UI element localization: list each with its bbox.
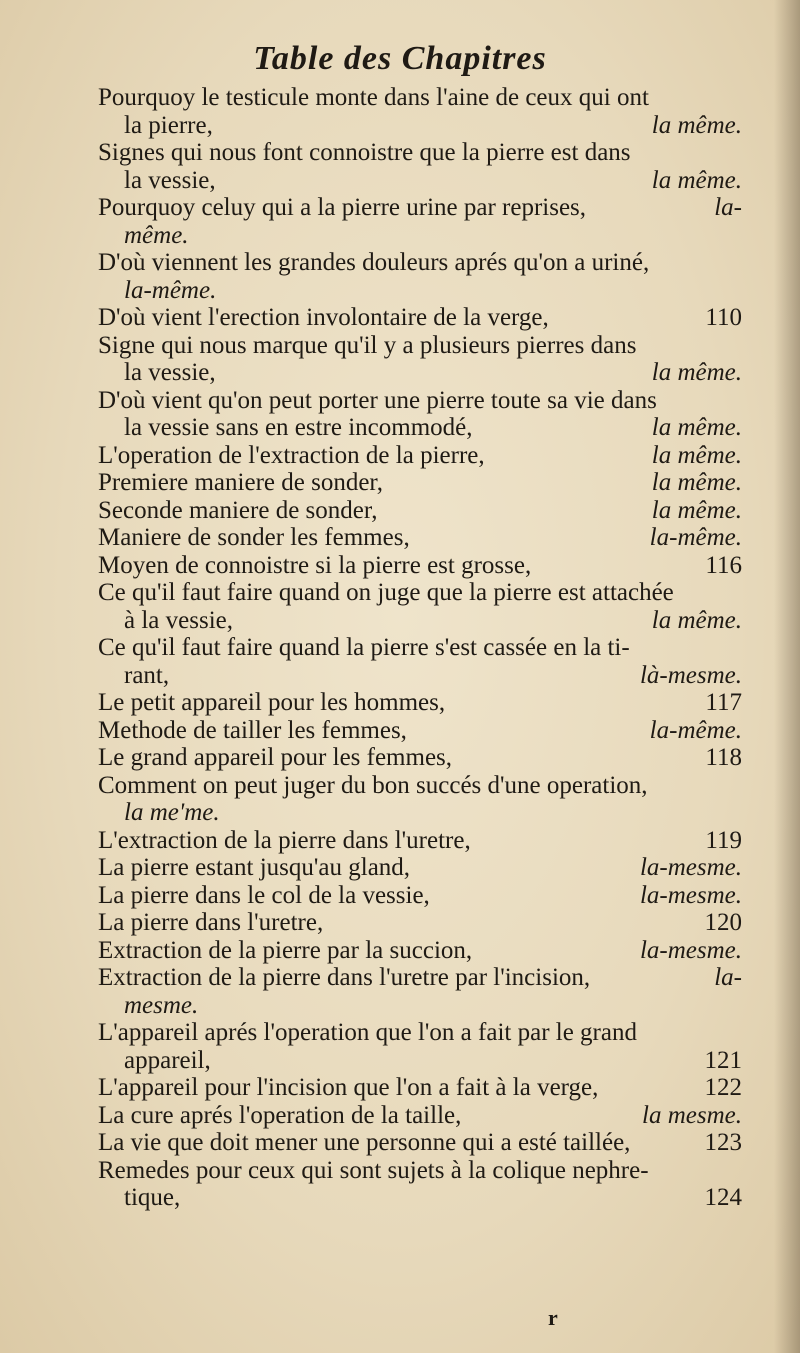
- toc-entry: [98, 442, 742, 470]
- toc-entry-title: Extraction de la pierre par la succion,: [98, 936, 473, 964]
- toc-entry-title: Remedes pour ceux qui sont sujets à la colique nephre-: [98, 1156, 649, 1184]
- toc-entry-continuation: [98, 112, 742, 140]
- toc-entry-title-cont: tique,: [124, 1184, 181, 1211]
- toc-entry: [98, 469, 742, 497]
- toc-entry-title: Pourquoy celuy qui a la pierre urine par reprises,: [98, 194, 587, 221]
- toc-entry-page: mesme.: [124, 991, 199, 1019]
- toc-entry: [98, 194, 742, 222]
- toc-entry-page: la-mesme.: [639, 936, 742, 964]
- toc-entry: [98, 744, 742, 772]
- toc-entry-continuation: [98, 1184, 742, 1212]
- toc-entry-title-cont: à la vessie,: [124, 606, 233, 634]
- toc-entry: [98, 1129, 742, 1157]
- toc-entry-title-cont: la vessie,: [124, 166, 216, 194]
- toc-entry-continuation: [98, 277, 742, 305]
- toc-entry-title-cont: la vessie,: [124, 359, 216, 386]
- toc-entry-page: la même.: [651, 166, 742, 194]
- toc-entry-title: Pourquoy le testicule monte dans l'aine de ceux qui ont: [98, 84, 649, 111]
- signature-mark: r: [548, 1305, 558, 1330]
- toc-entry-page: la-même.: [649, 524, 742, 551]
- toc-entry-page: la-même.: [649, 716, 742, 744]
- toc-entry-continuation: [98, 799, 742, 827]
- toc-entry-title: Extraction de la pierre dans l'uretre par l'incision,: [98, 964, 591, 991]
- toc-entry: [98, 1102, 742, 1130]
- toc-entry-title: Premiere maniere de sonder,: [98, 469, 383, 496]
- toc-entry-continuation: [98, 167, 742, 195]
- table-of-contents: [98, 84, 742, 1212]
- toc-entry: [98, 304, 742, 332]
- toc-entry-page: 123: [704, 1129, 742, 1156]
- toc-entry: [98, 387, 742, 415]
- toc-entry: [98, 634, 742, 662]
- toc-entry-title-cont: rant,: [124, 661, 170, 689]
- toc-entry-page: la même.: [651, 359, 742, 386]
- toc-entry-title: Moyen de connoistre si la pierre est grosse,: [98, 551, 532, 579]
- toc-entry: [98, 497, 742, 525]
- toc-entry-page: 117: [705, 689, 742, 716]
- toc-entry-continuation: [98, 222, 742, 250]
- toc-entry-page: 118: [705, 744, 742, 771]
- toc-entry: [98, 552, 742, 580]
- toc-entry: [98, 1019, 742, 1047]
- toc-entry: [98, 964, 742, 992]
- toc-entry-page-start: la-: [714, 194, 742, 221]
- toc-entry-title: Signe qui nous marque qu'il y a plusieurs pierres dans: [98, 331, 637, 359]
- toc-entry-continuation: [98, 662, 742, 690]
- toc-entry-title: Ce qu'il faut faire quand la pierre s'est cassée en la ti-: [98, 634, 630, 661]
- toc-entry-page: la mesme.: [642, 1101, 742, 1129]
- toc-entry: [98, 717, 742, 745]
- toc-entry: [98, 1074, 742, 1102]
- toc-entry-page: la me'me.: [124, 799, 220, 826]
- toc-entry-page: même.: [124, 221, 189, 249]
- toc-entry: [98, 84, 742, 112]
- toc-entry: [98, 524, 742, 552]
- toc-entry-page: la même.: [651, 414, 742, 441]
- toc-entry: [98, 772, 742, 800]
- toc-entry-title-cont: la vessie sans en estre incommodé,: [124, 414, 473, 441]
- toc-entry-continuation: [98, 414, 742, 442]
- toc-entry: [98, 854, 742, 882]
- toc-entry-continuation: [98, 992, 742, 1020]
- toc-entry: [98, 579, 742, 607]
- toc-entry-page: 122: [704, 1074, 742, 1101]
- toc-entry: [98, 882, 742, 910]
- toc-entry-page: la-mesme.: [639, 854, 742, 881]
- toc-entry-title: D'où viennent les grandes douleurs aprés qu'on a uriné,: [98, 249, 650, 276]
- toc-entry-page: la même.: [651, 441, 742, 469]
- toc-entry-title: Le grand appareil pour les femmes,: [98, 744, 453, 771]
- toc-entry-title: L'extraction de la pierre dans l'uretre,: [98, 826, 471, 854]
- toc-entry-title: La pierre dans l'uretre,: [98, 909, 324, 936]
- toc-entry-title: Comment on peut juger du bon succés d'une operation,: [98, 771, 648, 799]
- toc-entry: [98, 332, 742, 360]
- toc-entry: [98, 249, 742, 277]
- toc-entry-title: L'appareil aprés l'operation que l'on a fait par le grand: [98, 1019, 637, 1046]
- toc-entry-page: la même.: [651, 111, 742, 139]
- running-header: Table des Chapitres: [253, 40, 547, 77]
- toc-entry-page: 121: [704, 1046, 742, 1074]
- toc-entry-page: là-mesme.: [639, 661, 742, 689]
- toc-entry-title: L'operation de l'extraction de la pierre,: [98, 441, 485, 469]
- toc-entry: [98, 1157, 742, 1185]
- toc-entry-page: la-même.: [124, 276, 217, 304]
- toc-entry-title: La pierre dans le col de la vessie,: [98, 881, 430, 909]
- toc-entry: [98, 937, 742, 965]
- toc-entry-page: 116: [705, 551, 742, 579]
- toc-entry-page: la-mesme.: [639, 881, 742, 909]
- toc-entry-continuation: [98, 1047, 742, 1075]
- toc-entry-page: 110: [705, 304, 742, 331]
- page-gutter-shadow: [774, 0, 800, 1353]
- toc-entry-title: La cure aprés l'operation de la taille,: [98, 1101, 462, 1129]
- toc-entry: [98, 139, 742, 167]
- toc-entry-page-start: la-: [714, 964, 742, 991]
- toc-entry-title: La pierre estant jusqu'au gland,: [98, 854, 411, 881]
- toc-entry-page: 119: [705, 826, 742, 854]
- toc-entry-title: La vie que doit mener une personne qui a esté taillée,: [98, 1129, 631, 1156]
- toc-entry-title: Signes qui nous font connoistre que la pierre est dans: [98, 139, 631, 166]
- toc-entry-continuation: [98, 359, 742, 387]
- toc-entry-title: Maniere de sonder les femmes,: [98, 524, 410, 551]
- toc-entry-title: D'où vient qu'on peut porter une pierre toute sa vie dans: [98, 386, 657, 414]
- toc-entry-page: la même.: [651, 606, 742, 634]
- toc-entry-title-cont: appareil,: [124, 1046, 211, 1074]
- toc-entry: [98, 827, 742, 855]
- toc-entry-title: Ce qu'il faut faire quand on juge que la pierre est attachée: [98, 579, 674, 606]
- toc-entry-page: 124: [704, 1184, 742, 1211]
- toc-entry-title: D'où vient l'erection involontaire de la verge,: [98, 304, 549, 331]
- toc-entry: [98, 689, 742, 717]
- toc-entry-page: la même.: [651, 469, 742, 496]
- toc-entry-title: Methode de tailler les femmes,: [98, 716, 407, 744]
- toc-entry-title-cont: la pierre,: [124, 111, 213, 139]
- toc-entry-title: Le petit appareil pour les hommes,: [98, 689, 446, 716]
- toc-entry-title: L'appareil pour l'incision que l'on a fait à la verge,: [98, 1074, 599, 1101]
- toc-entry: [98, 909, 742, 937]
- toc-entry-page: 120: [704, 909, 742, 936]
- toc-entry-title: Seconde maniere de sonder,: [98, 496, 378, 524]
- toc-entry-continuation: [98, 607, 742, 635]
- toc-entry-page: la même.: [651, 496, 742, 524]
